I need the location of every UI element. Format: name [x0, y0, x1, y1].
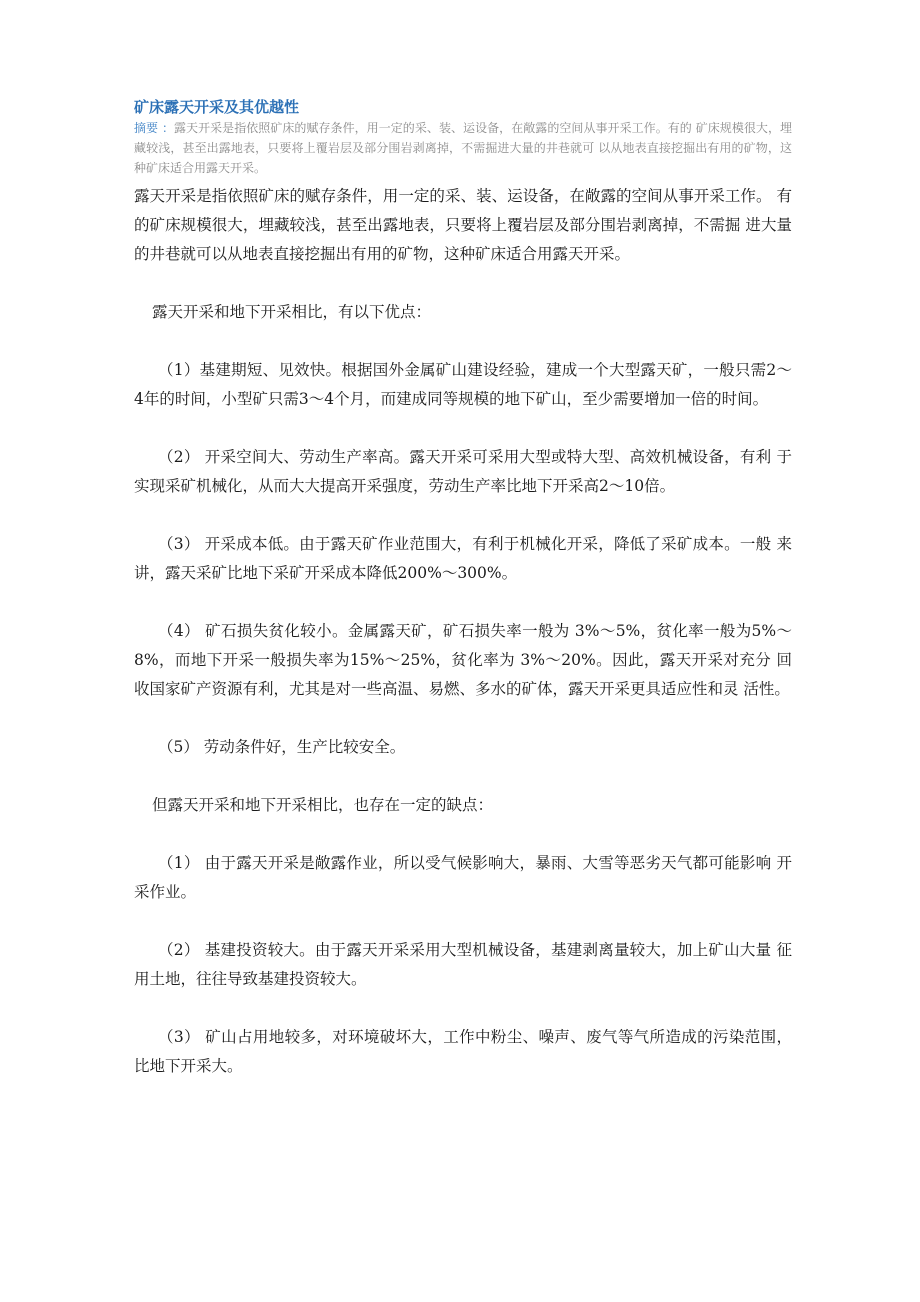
spacer	[134, 327, 792, 356]
advantage-item-5: （5） 劳动条件好，生产比较安全。	[158, 738, 406, 756]
spacer	[134, 762, 792, 791]
intro-paragraph: 露天开采是指依照矿床的赋存条件，用一定的采、装、运设备，在敞露的空间从事开采工作。 有的矿床规模很大，埋藏较浅，甚至出露地表，只要将上覆岩层及部分围岩剥离掉，不需掘 进大量的井巷就可以从地表直接挖掘出有用的矿物，这种矿床适合用露天开采。	[134, 187, 792, 263]
abstract-text: 露天开采是指依照矿床的赋存条件，用一定的采、装、运设备，在敞露的空间从事开采工作。有的 矿床规模很大，埋藏较浅，甚至出露地表，只要将上覆岩层及部分围岩剥离掉，不需掘进大量的井巷就可 以从地表直接挖掘出有用的矿物，这种矿床适合用露天开采。	[134, 121, 792, 175]
advantage-item-4: （4） 矿石损失贫化较小。金属露天矿，矿石损失率一般为 3%～5%，贫化率一般为5%～ 8%，而地下开采一般损失率为15%～25%，贫化率为 3%～20%。因此，露天开采对充分 回收国家矿产资源有利，尤其是对一些高温、易燃、多水的矿体，露天开采更具适应性和灵 活性。	[134, 622, 792, 698]
disadvantages-heading: 但露天开采和地下开采相比，也存在一定的缺点：	[152, 796, 494, 814]
disadvantage-item-1: （1） 由于露天开采是敞露作业，所以受气候影响大，暴雨、大雪等恶劣天气都可能影响 开采作业。	[134, 854, 792, 901]
spacer	[134, 269, 792, 298]
spacer	[134, 414, 792, 443]
advantages-heading: 露天开采和地下开采相比，有以下优点：	[152, 303, 432, 321]
abstract	[134, 118, 792, 178]
advantage-item-1: （1）基建期短、见效快。根据国外金属矿山建设经验，建成一个大型露天矿，一般只需2～4年的时间，小型矿只需3～4个月，而建成同等规模的地下矿山，至少需要增加一倍的时间。	[134, 361, 792, 408]
spacer	[134, 704, 792, 733]
spacer	[134, 994, 792, 1023]
article-title: 矿床露天开采及其优越性	[134, 98, 300, 116]
advantage-item-2: （2） 开采空间大、劳动生产率高。露天开采可采用大型或特大型、高效机械设备，有利 于实现采矿机械化，从而大大提高开采强度，劳动生产率比地下开采高2～10倍。	[134, 448, 792, 495]
spacer	[134, 501, 792, 530]
disadvantage-item-2: （2） 基建投资较大。由于露天开采采用大型机械设备，基建剥离量较大，加上矿山大量 征用土地，往往导致基建投资较大。	[134, 941, 792, 988]
abstract-label: 摘要 ：	[134, 121, 174, 135]
disadvantage-item-3: （3） 矿山占用地较多，对环境破坏大，工作中粉尘、噪声、废气等气所造成的污染范围， 比地下开采大。	[134, 1028, 792, 1075]
advantage-item-3: （3） 开采成本低。由于露天矿作业范围大，有利于机械化开采，降低了采矿成本。一般 来讲，露天采矿比地下采矿开采成本降低200%～300%。	[134, 535, 792, 582]
spacer	[134, 820, 792, 849]
spacer	[134, 907, 792, 936]
document-page	[134, 96, 792, 1081]
spacer	[134, 588, 792, 617]
